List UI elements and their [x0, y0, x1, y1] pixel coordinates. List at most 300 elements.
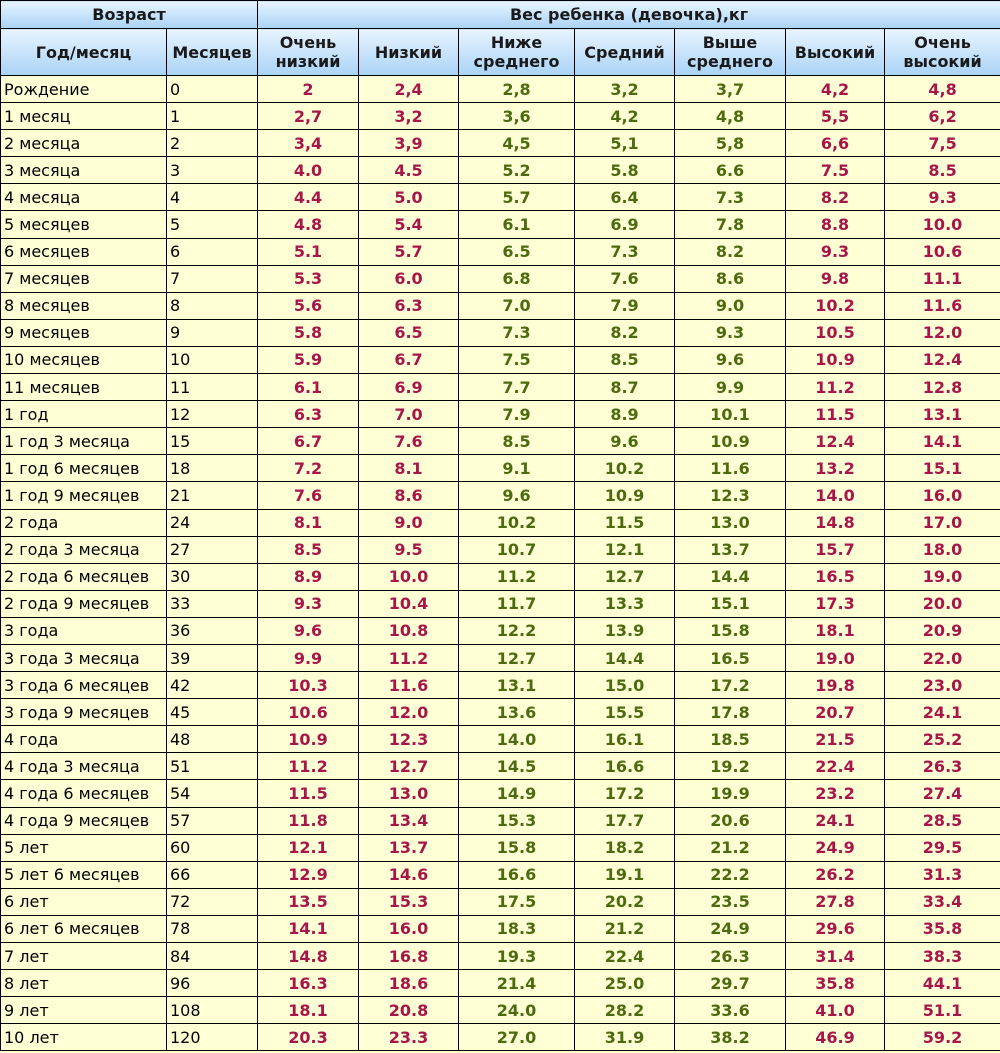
weight-high: 5,5 [786, 103, 885, 130]
table-row [1, 699, 1000, 726]
weight-average: 31.9 [575, 1024, 675, 1051]
weight-above-average: 23.5 [675, 888, 786, 915]
weight-above-average: 4,8 [675, 103, 786, 130]
weight-average: 8.7 [575, 374, 675, 401]
weight-below-average: 8.5 [459, 428, 575, 455]
weight-below-average: 9.6 [459, 482, 575, 509]
table-row [1, 943, 1000, 970]
weight-very-high: 14.1 [885, 428, 1000, 455]
months-value: 96 [167, 970, 258, 997]
table-row [1, 428, 1000, 455]
weight-low: 5.7 [359, 238, 459, 265]
weight-very-low: 5.1 [258, 238, 359, 265]
weight-high: 31.4 [786, 943, 885, 970]
weight-below-average: 5.7 [459, 184, 575, 211]
weight-very-high: 31.3 [885, 861, 1000, 888]
weight-high: 12.4 [786, 428, 885, 455]
months-value: 57 [167, 807, 258, 834]
weight-very-high: 11.1 [885, 265, 1000, 292]
weight-very-high: 18.0 [885, 536, 1000, 563]
weight-above-average: 9.3 [675, 319, 786, 346]
weight-very-high: 51.1 [885, 997, 1000, 1024]
weight-very-low: 11.5 [258, 780, 359, 807]
weight-very-high: 33.4 [885, 888, 1000, 915]
weight-very-low: 9.6 [258, 617, 359, 644]
weight-high: 19.0 [786, 644, 885, 671]
weight-high: 20.7 [786, 699, 885, 726]
weight-above-average: 9.9 [675, 374, 786, 401]
weight-above-average: 15.1 [675, 590, 786, 617]
weight-low: 13.7 [359, 834, 459, 861]
weight-very-low: 12.1 [258, 834, 359, 861]
weight-high: 15.7 [786, 536, 885, 563]
weight-high: 14.0 [786, 482, 885, 509]
weight-average: 17.2 [575, 780, 675, 807]
weight-very-low: 5.6 [258, 292, 359, 319]
weight-below-average: 21.4 [459, 970, 575, 997]
weight-above-average: 19.9 [675, 780, 786, 807]
weight-low: 4.5 [359, 157, 459, 184]
weight-above-average: 12.3 [675, 482, 786, 509]
weight-average: 10.9 [575, 482, 675, 509]
weight-very-high: 7,5 [885, 130, 1000, 157]
weight-average: 7.6 [575, 265, 675, 292]
weight-high: 11.5 [786, 401, 885, 428]
weight-low: 5.4 [359, 211, 459, 238]
weight-very-low: 7.6 [258, 482, 359, 509]
weight-low: 14.6 [359, 861, 459, 888]
table-row [1, 672, 1000, 699]
table-row [1, 265, 1000, 292]
months-value: 66 [167, 861, 258, 888]
col-header-year-month: Год/месяц [1, 29, 167, 76]
weight-high: 17.3 [786, 590, 885, 617]
age-label: 4 месяца [1, 184, 167, 211]
age-label: 6 лет [1, 888, 167, 915]
weight-very-low: 4.0 [258, 157, 359, 184]
weight-average: 5,1 [575, 130, 675, 157]
weight-very-high: 24.1 [885, 699, 1000, 726]
weight-very-high: 23.0 [885, 672, 1000, 699]
months-value: 18 [167, 455, 258, 482]
age-label: 2 месяца [1, 130, 167, 157]
table-row [1, 915, 1000, 942]
weight-average: 9.6 [575, 428, 675, 455]
months-value: 0 [167, 76, 258, 103]
weight-above-average: 7.8 [675, 211, 786, 238]
weight-very-low: 4.8 [258, 211, 359, 238]
weight-below-average: 17.5 [459, 888, 575, 915]
weight-very-high: 13.1 [885, 401, 1000, 428]
weight-below-average: 13.6 [459, 699, 575, 726]
age-label: 11 месяцев [1, 374, 167, 401]
weight-very-high: 12.4 [885, 346, 1000, 373]
weight-very-low: 8.9 [258, 563, 359, 590]
weight-very-low: 2,7 [258, 103, 359, 130]
weight-low: 3,2 [359, 103, 459, 130]
months-value: 42 [167, 672, 258, 699]
weight-low: 9.0 [359, 509, 459, 536]
months-value: 72 [167, 888, 258, 915]
table-row [1, 130, 1000, 157]
months-value: 54 [167, 780, 258, 807]
weight-below-average: 11.7 [459, 590, 575, 617]
weight-high: 10.5 [786, 319, 885, 346]
weight-high: 19.8 [786, 672, 885, 699]
weight-very-low: 5.8 [258, 319, 359, 346]
weight-very-low: 5.9 [258, 346, 359, 373]
weight-very-low: 20.3 [258, 1024, 359, 1051]
weight-below-average: 24.0 [459, 997, 575, 1024]
months-value: 39 [167, 644, 258, 671]
weight-above-average: 9.6 [675, 346, 786, 373]
weight-above-average: 33.6 [675, 997, 786, 1024]
weight-below-average: 4,5 [459, 130, 575, 157]
weight-very-high: 29.5 [885, 834, 1000, 861]
weight-below-average: 6.1 [459, 211, 575, 238]
weight-below-average: 16.6 [459, 861, 575, 888]
weight-low: 11.2 [359, 644, 459, 671]
weight-very-high: 35.8 [885, 915, 1000, 942]
weight-low: 12.0 [359, 699, 459, 726]
weight-above-average: 8.6 [675, 265, 786, 292]
weight-high: 29.6 [786, 915, 885, 942]
age-label: 7 лет [1, 943, 167, 970]
weight-average: 22.4 [575, 943, 675, 970]
weight-above-average: 13.0 [675, 509, 786, 536]
weight-low: 18.6 [359, 970, 459, 997]
weight-below-average: 9.1 [459, 455, 575, 482]
weight-very-high: 28.5 [885, 807, 1000, 834]
months-value: 120 [167, 1024, 258, 1051]
weight-average: 8.9 [575, 401, 675, 428]
weight-very-high: 12.8 [885, 374, 1000, 401]
weight-high: 4,2 [786, 76, 885, 103]
weight-above-average: 10.1 [675, 401, 786, 428]
weight-below-average: 14.0 [459, 726, 575, 753]
weight-low: 6.7 [359, 346, 459, 373]
weight-average: 17.7 [575, 807, 675, 834]
weight-high: 24.1 [786, 807, 885, 834]
weight-low: 7.0 [359, 401, 459, 428]
weight-average: 10.2 [575, 455, 675, 482]
weight-low: 20.8 [359, 997, 459, 1024]
table-body [1, 76, 1000, 1051]
table-row [1, 753, 1000, 780]
weight-low: 16.0 [359, 915, 459, 942]
weight-very-low: 8.1 [258, 509, 359, 536]
weight-average: 4,2 [575, 103, 675, 130]
weight-below-average: 13.1 [459, 672, 575, 699]
weight-very-high: 27.4 [885, 780, 1000, 807]
weight-high: 27.8 [786, 888, 885, 915]
weight-average: 13.9 [575, 617, 675, 644]
weight-below-average: 10.2 [459, 509, 575, 536]
weight-high: 35.8 [786, 970, 885, 997]
weight-high: 23.2 [786, 780, 885, 807]
weight-below-average: 15.8 [459, 834, 575, 861]
col-header-high: Высокий [786, 29, 885, 76]
weight-below-average: 18.3 [459, 915, 575, 942]
weight-very-high: 59.2 [885, 1024, 1000, 1051]
weight-above-average: 5,8 [675, 130, 786, 157]
weight-average: 5.8 [575, 157, 675, 184]
weight-below-average: 19.3 [459, 943, 575, 970]
weight-low: 13.4 [359, 807, 459, 834]
weight-above-average: 3,7 [675, 76, 786, 103]
weight-very-low: 6.1 [258, 374, 359, 401]
weight-average: 12.7 [575, 563, 675, 590]
weight-high: 9.8 [786, 265, 885, 292]
table-row [1, 157, 1000, 184]
age-label: 9 месяцев [1, 319, 167, 346]
weight-average: 19.1 [575, 861, 675, 888]
weight-below-average: 10.7 [459, 536, 575, 563]
weight-high: 16.5 [786, 563, 885, 590]
weight-very-low: 16.3 [258, 970, 359, 997]
weight-average: 20.2 [575, 888, 675, 915]
weight-above-average: 19.2 [675, 753, 786, 780]
weight-very-low: 14.8 [258, 943, 359, 970]
months-value: 48 [167, 726, 258, 753]
weight-average: 13.3 [575, 590, 675, 617]
weight-low: 6.0 [359, 265, 459, 292]
weight-very-low: 9.9 [258, 644, 359, 671]
age-label: 6 лет 6 месяцев [1, 915, 167, 942]
weight-above-average: 16.5 [675, 644, 786, 671]
age-label: 4 года 3 месяца [1, 753, 167, 780]
weight-very-low: 7.2 [258, 455, 359, 482]
weight-very-high: 15.1 [885, 455, 1000, 482]
months-value: 30 [167, 563, 258, 590]
table-row [1, 238, 1000, 265]
age-label: 2 года 9 месяцев [1, 590, 167, 617]
months-value: 12 [167, 401, 258, 428]
age-label: 3 года [1, 617, 167, 644]
table-row [1, 346, 1000, 373]
weight-low: 8.1 [359, 455, 459, 482]
age-label: 3 года 9 месяцев [1, 699, 167, 726]
weight-very-high: 26.3 [885, 753, 1000, 780]
weight-very-high: 19.0 [885, 563, 1000, 590]
weight-high: 13.2 [786, 455, 885, 482]
weight-below-average: 7.5 [459, 346, 575, 373]
table-row [1, 374, 1000, 401]
table-row [1, 861, 1000, 888]
weight-low: 10.4 [359, 590, 459, 617]
months-value: 7 [167, 265, 258, 292]
weight-above-average: 21.2 [675, 834, 786, 861]
weight-low: 3,9 [359, 130, 459, 157]
months-value: 5 [167, 211, 258, 238]
weight-low: 12.3 [359, 726, 459, 753]
age-label: 9 лет [1, 997, 167, 1024]
weight-low: 16.8 [359, 943, 459, 970]
table-row [1, 103, 1000, 130]
weight-very-high: 38.3 [885, 943, 1000, 970]
table-row [1, 590, 1000, 617]
table-row [1, 563, 1000, 590]
age-label: 5 месяцев [1, 211, 167, 238]
age-label: 4 года [1, 726, 167, 753]
weight-very-high: 17.0 [885, 509, 1000, 536]
weight-low: 2,4 [359, 76, 459, 103]
weight-above-average: 24.9 [675, 915, 786, 942]
age-label: 5 лет 6 месяцев [1, 861, 167, 888]
weight-high: 10.9 [786, 346, 885, 373]
col-header-very-low: Очень низкий [258, 29, 359, 76]
age-label: 1 месяц [1, 103, 167, 130]
weight-high: 8.8 [786, 211, 885, 238]
age-label: 3 месяца [1, 157, 167, 184]
weight-high: 11.2 [786, 374, 885, 401]
col-header-very-high: Очень высокий [885, 29, 1000, 76]
weight-low: 8.6 [359, 482, 459, 509]
weight-low: 10.0 [359, 563, 459, 590]
weight-average: 6.4 [575, 184, 675, 211]
weight-average: 8.2 [575, 319, 675, 346]
weight-low: 13.0 [359, 780, 459, 807]
weight-low: 6.5 [359, 319, 459, 346]
weight-very-high: 11.6 [885, 292, 1000, 319]
weight-above-average: 7.3 [675, 184, 786, 211]
weight-high: 9.3 [786, 238, 885, 265]
table-row [1, 1024, 1000, 1051]
weight-very-low: 5.3 [258, 265, 359, 292]
weight-above-average: 8.2 [675, 238, 786, 265]
weight-above-average: 20.6 [675, 807, 786, 834]
weight-very-high: 8.5 [885, 157, 1000, 184]
weight-average: 28.2 [575, 997, 675, 1024]
weight-average: 8.5 [575, 346, 675, 373]
weight-below-average: 12.2 [459, 617, 575, 644]
col-header-average: Средний [575, 29, 675, 76]
age-label: Рождение [1, 76, 167, 103]
table-row [1, 76, 1000, 103]
weight-very-low: 9.3 [258, 590, 359, 617]
table-row [1, 834, 1000, 861]
weight-very-high: 44.1 [885, 970, 1000, 997]
months-value: 1 [167, 103, 258, 130]
weight-above-average: 9.0 [675, 292, 786, 319]
weight-below-average: 12.7 [459, 644, 575, 671]
weight-very-low: 6.7 [258, 428, 359, 455]
table-row [1, 644, 1000, 671]
weight-below-average: 14.5 [459, 753, 575, 780]
weight-very-high: 9.3 [885, 184, 1000, 211]
age-label: 2 года [1, 509, 167, 536]
weight-below-average: 27.0 [459, 1024, 575, 1051]
months-value: 15 [167, 428, 258, 455]
weight-average: 11.5 [575, 509, 675, 536]
weight-below-average: 7.3 [459, 319, 575, 346]
age-label: 4 года 6 месяцев [1, 780, 167, 807]
weight-very-low: 10.3 [258, 672, 359, 699]
weight-above-average: 13.7 [675, 536, 786, 563]
age-label: 1 год 9 месяцев [1, 482, 167, 509]
table-row [1, 509, 1000, 536]
table-row [1, 617, 1000, 644]
months-value: 51 [167, 753, 258, 780]
weight-very-low: 10.9 [258, 726, 359, 753]
weight-average: 18.2 [575, 834, 675, 861]
weight-very-low: 12.9 [258, 861, 359, 888]
weight-average: 15.5 [575, 699, 675, 726]
weight-average: 7.9 [575, 292, 675, 319]
table-row [1, 997, 1000, 1024]
months-value: 84 [167, 943, 258, 970]
weight-very-high: 20.0 [885, 590, 1000, 617]
table-row [1, 780, 1000, 807]
weight-low: 7.6 [359, 428, 459, 455]
table-row [1, 970, 1000, 997]
weight-average: 6.9 [575, 211, 675, 238]
months-value: 108 [167, 997, 258, 1024]
weight-average: 14.4 [575, 644, 675, 671]
age-label: 2 года 3 месяца [1, 536, 167, 563]
weight-very-high: 10.6 [885, 238, 1000, 265]
col-header-months: Месяцев [167, 29, 258, 76]
table-row [1, 482, 1000, 509]
weight-low: 5.0 [359, 184, 459, 211]
weight-below-average: 15.3 [459, 807, 575, 834]
weight-very-high: 22.0 [885, 644, 1000, 671]
age-label: 8 месяцев [1, 292, 167, 319]
weight-above-average: 10.9 [675, 428, 786, 455]
months-value: 2 [167, 130, 258, 157]
weight-high: 18.1 [786, 617, 885, 644]
weight-average: 16.6 [575, 753, 675, 780]
table-row [1, 807, 1000, 834]
weight-low: 12.7 [359, 753, 459, 780]
months-value: 11 [167, 374, 258, 401]
weight-very-low: 8.5 [258, 536, 359, 563]
weight-below-average: 14.9 [459, 780, 575, 807]
weight-low: 15.3 [359, 888, 459, 915]
weight-below-average: 3,6 [459, 103, 575, 130]
weight-very-low: 6.3 [258, 401, 359, 428]
weight-above-average: 17.8 [675, 699, 786, 726]
weight-high: 6,6 [786, 130, 885, 157]
col-header-below-average: Ниже среднего [459, 29, 575, 76]
weight-above-average: 14.4 [675, 563, 786, 590]
weight-very-low: 11.2 [258, 753, 359, 780]
table-row [1, 292, 1000, 319]
weight-above-average: 29.7 [675, 970, 786, 997]
weight-low: 10.8 [359, 617, 459, 644]
weight-very-high: 25.2 [885, 726, 1000, 753]
weight-high: 46.9 [786, 1024, 885, 1051]
weight-average: 25.0 [575, 970, 675, 997]
weight-above-average: 15.8 [675, 617, 786, 644]
age-label: 3 года 6 месяцев [1, 672, 167, 699]
age-label: 7 месяцев [1, 265, 167, 292]
age-label: 2 года 6 месяцев [1, 563, 167, 590]
age-label: 1 год 3 месяца [1, 428, 167, 455]
weight-very-high: 10.0 [885, 211, 1000, 238]
months-value: 21 [167, 482, 258, 509]
weight-very-low: 11.8 [258, 807, 359, 834]
weight-average: 7.3 [575, 238, 675, 265]
weight-above-average: 6.6 [675, 157, 786, 184]
months-value: 24 [167, 509, 258, 536]
weight-high: 41.0 [786, 997, 885, 1024]
months-value: 27 [167, 536, 258, 563]
age-label: 1 год 6 месяцев [1, 455, 167, 482]
weight-high: 10.2 [786, 292, 885, 319]
weight-high: 24.9 [786, 834, 885, 861]
months-value: 8 [167, 292, 258, 319]
